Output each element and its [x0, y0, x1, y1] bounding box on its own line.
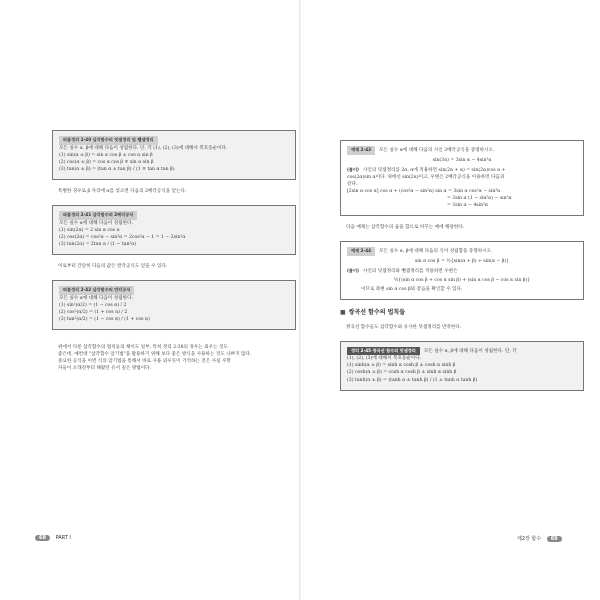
theorem-intro: 모든 실수 α에 대해 다음이 성립한다.: [59, 295, 133, 301]
theorem-intro-continued: (1), (2), (3)에 대해서 복호동순이다.: [347, 356, 422, 362]
section-title: 쌍곡선 함수의 법칙들: [348, 309, 406, 317]
paragraph-line: 중요한 공식을 이번 식의 암기법을 통해서 바로 사용 외우듯이 기억하는 것은 사실 수학: [58, 359, 231, 365]
solution-label: (풀이): [347, 267, 359, 273]
page-number: 68: [35, 535, 50, 541]
formula-line: (3) tan²(α/2) = (1 − cos α) / (1 + cos α): [59, 316, 150, 322]
derivation-line: = 3sin α − 4sin³α: [447, 203, 489, 209]
solution-line: 같다.: [347, 181, 358, 187]
theorem-tag: 정리 2-45 쌍곡선 함수의 덧셈정리: [347, 347, 420, 356]
theorem-intro: 모든 실수 α, β에 대해 다음이 성립한다. 단, 각 (1), (2), (3)에 대해서 복호동순이다.: [59, 145, 228, 151]
theorem-box-double-angle: [52, 205, 296, 255]
paragraph-line: 위에서 다룬 삼각함수의 법칙들의 체이도 일부, 특히 정리 2-38의 경우는 외우는 것도: [58, 345, 228, 351]
solution: [347, 268, 577, 275]
formula-line: (1) sin(2α) = 2 sin α cos α: [59, 227, 120, 233]
paragraph: 쌍곡선 함수들도 삼각함수와 유사한 덧셈정리를 만족한다.: [346, 324, 462, 330]
theorem-box-half-angle: [52, 280, 296, 330]
book-gutter: [299, 0, 301, 600]
formula-line: (1) sin²(α/2) = (1 − cos α) / 2: [59, 302, 127, 308]
paragraph-line: 자들이 오래전부터 해왔던 유서 깊은 방법이다.: [58, 366, 152, 372]
closing-paragraph: [58, 344, 296, 372]
left-page: [52, 130, 296, 382]
solution-line: cos(2α)sin α이다. 위에선 sin(2α)이고, 우변은 2배각공식을 이용하면 다음과: [347, 174, 505, 180]
paragraph-line: 좋은데, 예컨대 "삼각함수 암기법"을 활용하기 위해 보다 좋은 방식을 사용하는 것도 나쁘지 않다.: [58, 352, 252, 358]
formula-line: (3) tanh(α ± β) = (tanh α ± tanh β) / (1 ± tanh α tanh β): [347, 377, 478, 383]
paragraph: 이로부터 간단히 다음의 값은 반각공식도 얻을 수 있다.: [58, 263, 168, 269]
formula-line: (2) cos²(α/2) = (1 + cos α) / 2: [59, 309, 128, 315]
example-box-triple-angle: [340, 140, 584, 216]
left-footer: [35, 535, 75, 541]
theorem-intro: 모든 실수 α, β에 대해 다음이 성립한다. 단, 각: [423, 348, 517, 354]
theorem-intro: 모든 실수 α에 대해 다음이 성립한다.: [59, 220, 133, 226]
formula-line: (2) cosh(α ± β) = cosh α cosh β ± sinh α sinh β: [347, 370, 457, 376]
example-equation: sin(3α) = 3sin α − 4sin³α: [432, 157, 492, 163]
theorem-tag: 따름정리 2-40 삼각함수의 덧셈정리 및 뺄셈정리: [59, 136, 158, 145]
page-number: 69: [547, 536, 562, 542]
example-tag: 예제 2-44: [347, 247, 375, 256]
example-box-product-to-sum: [340, 241, 584, 300]
paragraph: 다음 예제는 삼각함수의 곱을 합으로 바꾸는 예에 해당한다.: [346, 225, 465, 231]
formula-line: (2) cos(2α) = cos²α − sin²α = 2cos²α − 1 = 1 − 2sin²α: [59, 234, 186, 240]
right-footer: [513, 535, 562, 542]
derivation-line: [2sin α cos α] cos α + (cos²α − sin²α) sin α = 3sin α cos²α − sin³α: [347, 188, 501, 194]
formula-line: (1) sin(α ± β) = sin α cos β ± cos α sin β: [59, 152, 153, 158]
example-tag: 예제 2-43: [347, 146, 375, 155]
formula-line: (1) sinh(α ± β) = sinh α cosh β ± cosh α sinh β: [347, 363, 456, 369]
solution-line: 사인의 덧셈정리를 2α, α에 적용하면 sin(2α + α) = sin(2α)cos α +: [362, 167, 506, 173]
section-bullet-icon: ■: [340, 309, 346, 317]
example-equation: sin α cos β = ½{sin(α + β) + sin(α − β)}: [414, 258, 510, 264]
theorem-box-hyperbolic: [340, 341, 584, 391]
theorem-tag: 따름정리 2-41 삼각함수의 2배각공식: [59, 211, 137, 220]
theorem-tag: 따름정리 2-42 삼각함수의 반각공식: [59, 286, 134, 295]
part-label: PART I: [55, 535, 71, 541]
example-question: 모든 실수 α에 대해 다음의 사인 3배각공식을 증명하시오.: [379, 148, 495, 153]
formula-line: (3) tan(2α) = 2tan α / (1 − tan²α): [59, 241, 137, 247]
derivation-line: ½{(sin α cos β + cos α sin β) + (sin α cos β − cos α sin β)}: [393, 278, 531, 284]
formula-line: (2) cos(α ± β) = cos α cos β ∓ sin α sin β: [59, 159, 154, 165]
solution-line: 사인의 덧셈정리와 뺄셈정리를 적용하면 우변은: [362, 268, 458, 274]
solution: [347, 167, 577, 188]
derivation-line: = 3sin α (1 − sin²α) − sin³α: [447, 196, 512, 202]
example-question: 모든 실수 α, β에 대해 다음의 식이 성립함을 증명하시오.: [379, 249, 493, 255]
solution-label: (풀이): [347, 166, 359, 172]
chapter-label: 제2장 함수: [517, 536, 542, 542]
conclusion-line: 이므로 좌변 sin α cos β와 같음을 확인할 수 있다.: [361, 287, 463, 293]
formula-line: (3) tan(α ± β) = (tan α ± tan β) / (1 ∓ tan α tan β): [59, 166, 175, 172]
theorem-box-addition: [52, 130, 296, 180]
section-heading: [340, 308, 584, 317]
right-page: [340, 140, 584, 399]
paragraph: 특별한 경우로 β 자리에 α를 넣으면 다음의 2배각공식을 얻는다.: [58, 188, 187, 194]
